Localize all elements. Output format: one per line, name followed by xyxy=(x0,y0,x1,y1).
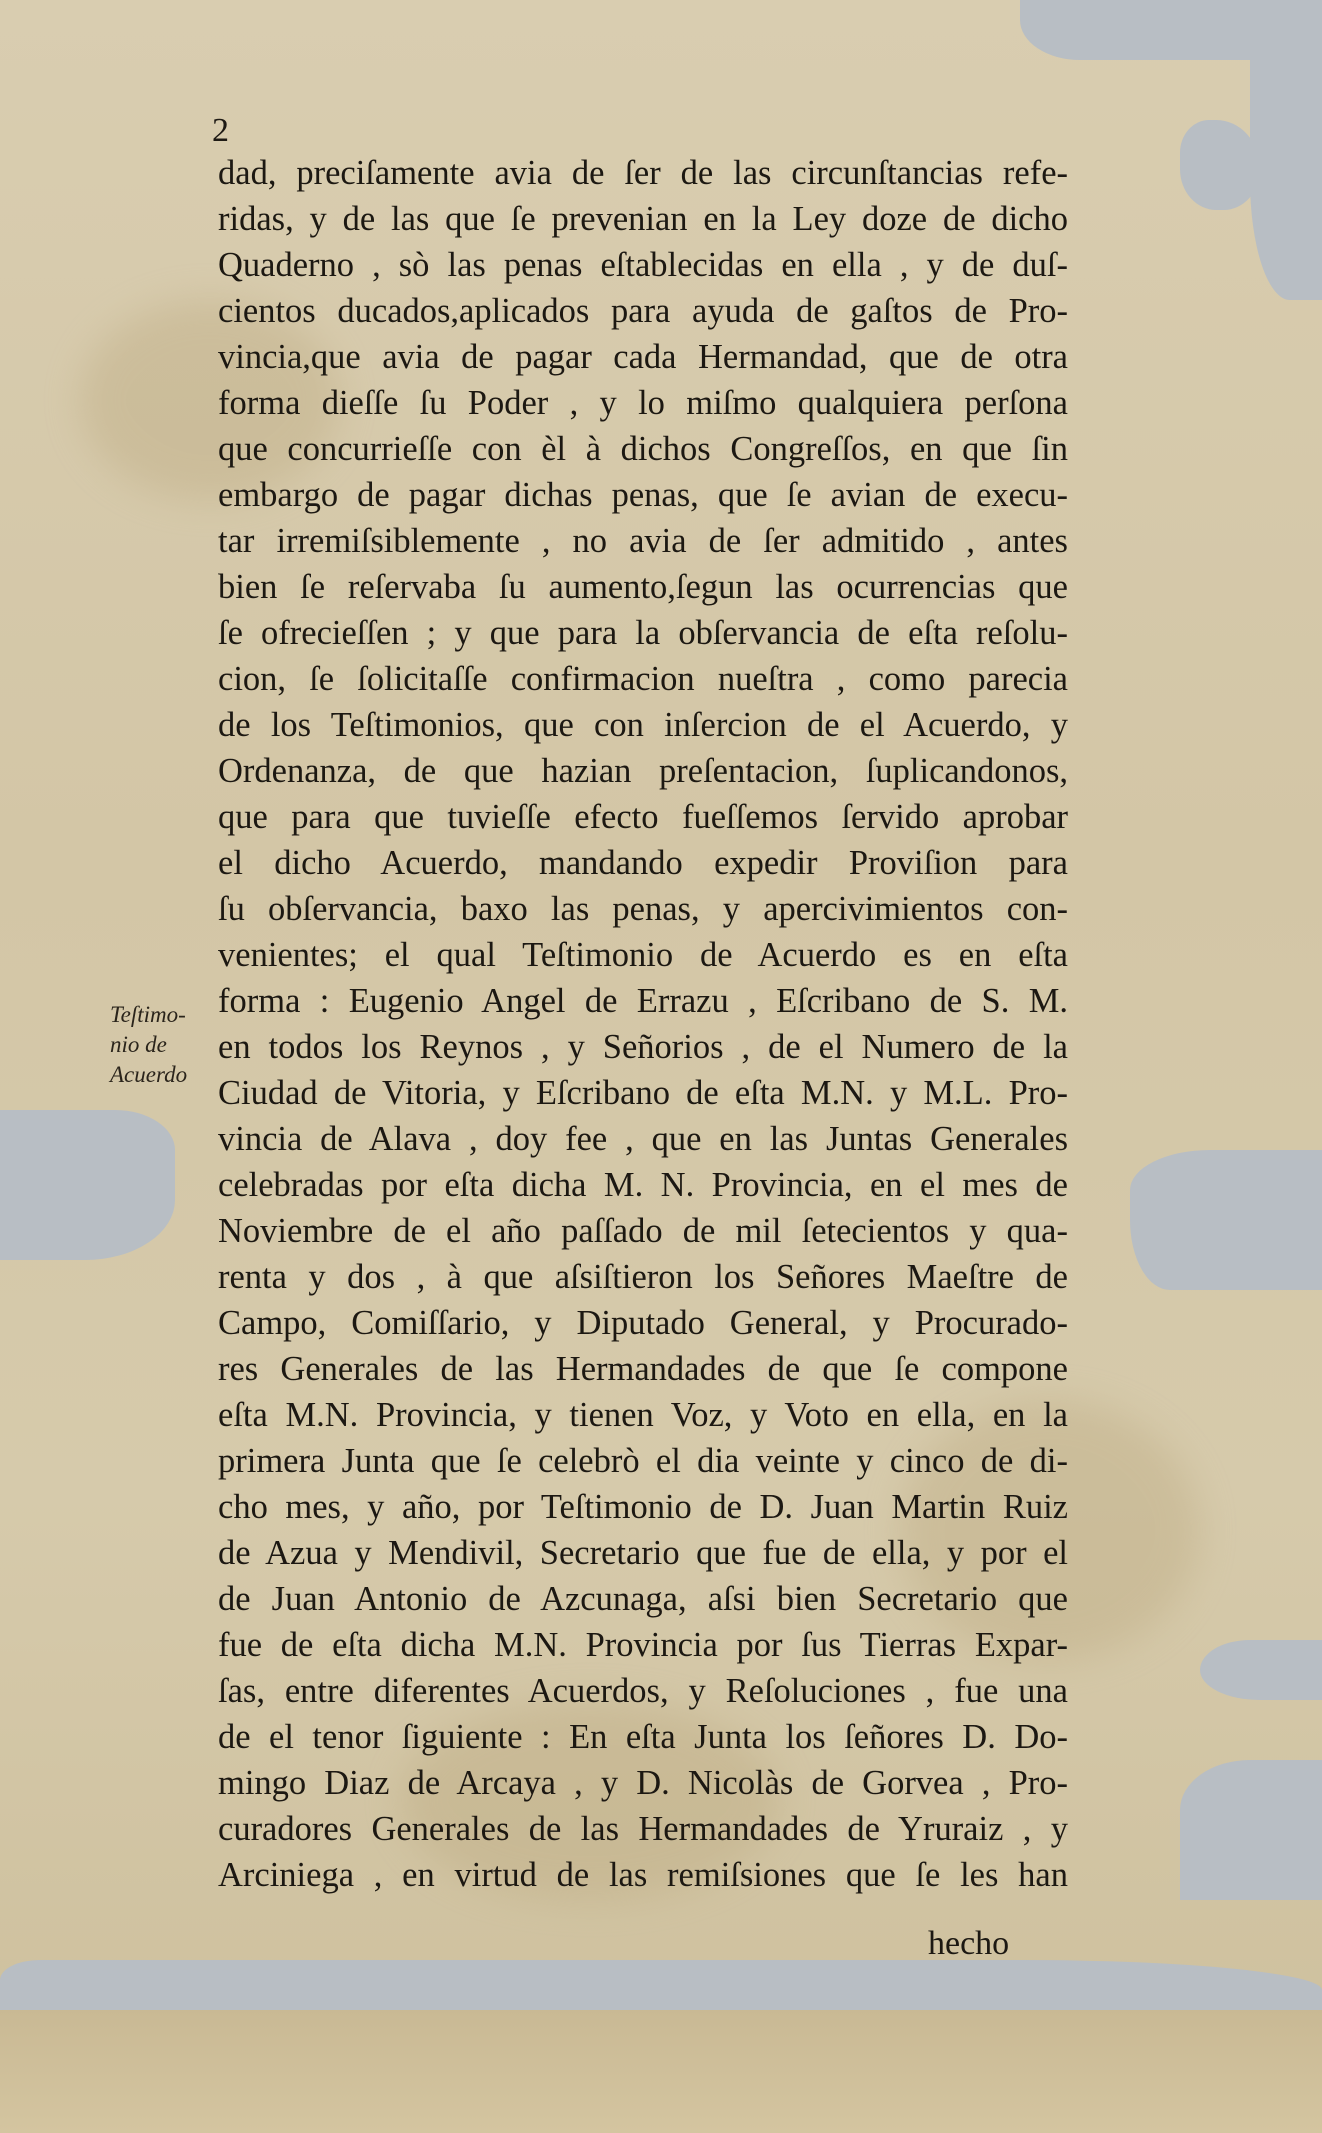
text-line: renta y dos , à que aſsiſtieron los Señores Maeſtre de xyxy=(218,1258,1068,1296)
text-line: Ciudad de Vitoria, y Eſcribano de eſta M.N. y M.L. Pro- xyxy=(218,1074,1068,1112)
text-line: celebradas por eſta dicha M. N. Provincia, en el mes de xyxy=(218,1166,1068,1204)
text-line: de Juan Antonio de Azcunaga, aſsi bien Secretario que xyxy=(218,1580,1068,1618)
text-line: primera Junta que ſe celebrò el dia veinte y cinco de di- xyxy=(218,1442,1068,1480)
text-line: el dicho Acuerdo, mandando expedir Proviſion para xyxy=(218,844,1068,882)
text-line: ſu obſervancia, baxo las penas, y apercivimientos con- xyxy=(218,890,1068,928)
text-line: de los Teſtimonios, que con inſercion de el Acuerdo, y xyxy=(218,706,1068,744)
text-line: cientos ducados,aplicados para ayuda de gaſtos de Pro- xyxy=(218,292,1068,330)
text-line: res Generales de las Hermandades de que ſe compone xyxy=(218,1350,1068,1388)
text-line: que para que tuvieſſe efecto fueſſemos ſervido aprobar xyxy=(218,798,1068,836)
text-line: ſe ofrecieſſen ; y que para la obſervancia de eſta reſolu- xyxy=(218,614,1068,652)
text-line: ſas, entre diferentes Acuerdos, y Reſoluciones , fue una xyxy=(218,1672,1068,1710)
text-line: de Azua y Mendivil, Secretario que fue de ella, y por el xyxy=(218,1534,1068,1572)
text-line: eſta M.N. Provincia, y tienen Voz, y Voto en ella, en la xyxy=(218,1396,1068,1434)
margin-note-line: Acuerdo xyxy=(110,1062,188,1087)
text-line: vincia de Alava , doy fee , que en las Juntas Generales xyxy=(218,1120,1068,1158)
text-line: dad, preciſamente avia de ſer de las circunſtancias refe- xyxy=(218,154,1068,192)
text-line: en todos los Reynos , y Señorios , de el Numero de la xyxy=(218,1028,1068,1066)
catchword: hecho xyxy=(928,1925,1010,1962)
text-line: curadores Generales de las Hermandades de Yruraiz , y xyxy=(218,1810,1068,1848)
text-line: mingo Diaz de Arcaya , y D. Nicolàs de Gorvea , Pro- xyxy=(218,1764,1068,1802)
text-line: que concurrieſſe con èl à dichos Congreſſos, en que ſin xyxy=(218,430,1068,468)
text-line: vincia,que avia de pagar cada Hermandad, que de otra xyxy=(218,338,1068,376)
text-line: venientes; el qual Teſtimonio de Acuerdo es en eſta xyxy=(218,936,1068,974)
text-line: forma dieſſe ſu Poder , y lo miſmo qualquiera perſona xyxy=(218,384,1068,422)
text-line: tar irremiſsiblemente , no avia de ſer admitido , antes xyxy=(218,522,1068,560)
text-line: Quaderno , sò las penas eſtablecidas en ella , y de duſ- xyxy=(218,246,1068,284)
margin-note-line: nio de xyxy=(110,1032,167,1057)
text-line: embargo de pagar dichas penas, que ſe avian de execu- xyxy=(218,476,1068,514)
page-number: 2 xyxy=(212,112,229,149)
text-line: Ordenanza, de que hazian preſentacion, ſuplicandonos, xyxy=(218,752,1068,790)
text-line: fue de eſta dicha M.N. Provincia por ſus Tierras Expar- xyxy=(218,1626,1068,1664)
text-line: bien ſe reſervaba ſu aumento,ſegun las ocurrencias que xyxy=(218,568,1068,606)
margin-note-line: Teſtimo- xyxy=(110,1002,186,1027)
text-line: cion, ſe ſolicitaſſe confirmacion nueſtra , como parecia xyxy=(218,660,1068,698)
text-line: ridas, y de las que ſe prevenian en la Ley doze de dicho xyxy=(218,200,1068,238)
text-line: Campo, Comiſſario, y Diputado General, y Procurado- xyxy=(218,1304,1068,1342)
text-line: Arciniega , en virtud de las remiſsiones que ſe les han xyxy=(218,1856,1068,1894)
text-line: forma : Eugenio Angel de Errazu , Eſcribano de S. M. xyxy=(218,982,1068,1020)
text-line: de el tenor ſiguiente : En eſta Junta los ſeñores D. Do- xyxy=(218,1718,1068,1756)
text-line: cho mes, y año, por Teſtimonio de D. Juan Martin Ruiz xyxy=(218,1488,1068,1526)
text-line: Noviembre de el año paſſado de mil ſetecientos y qua- xyxy=(218,1212,1068,1250)
